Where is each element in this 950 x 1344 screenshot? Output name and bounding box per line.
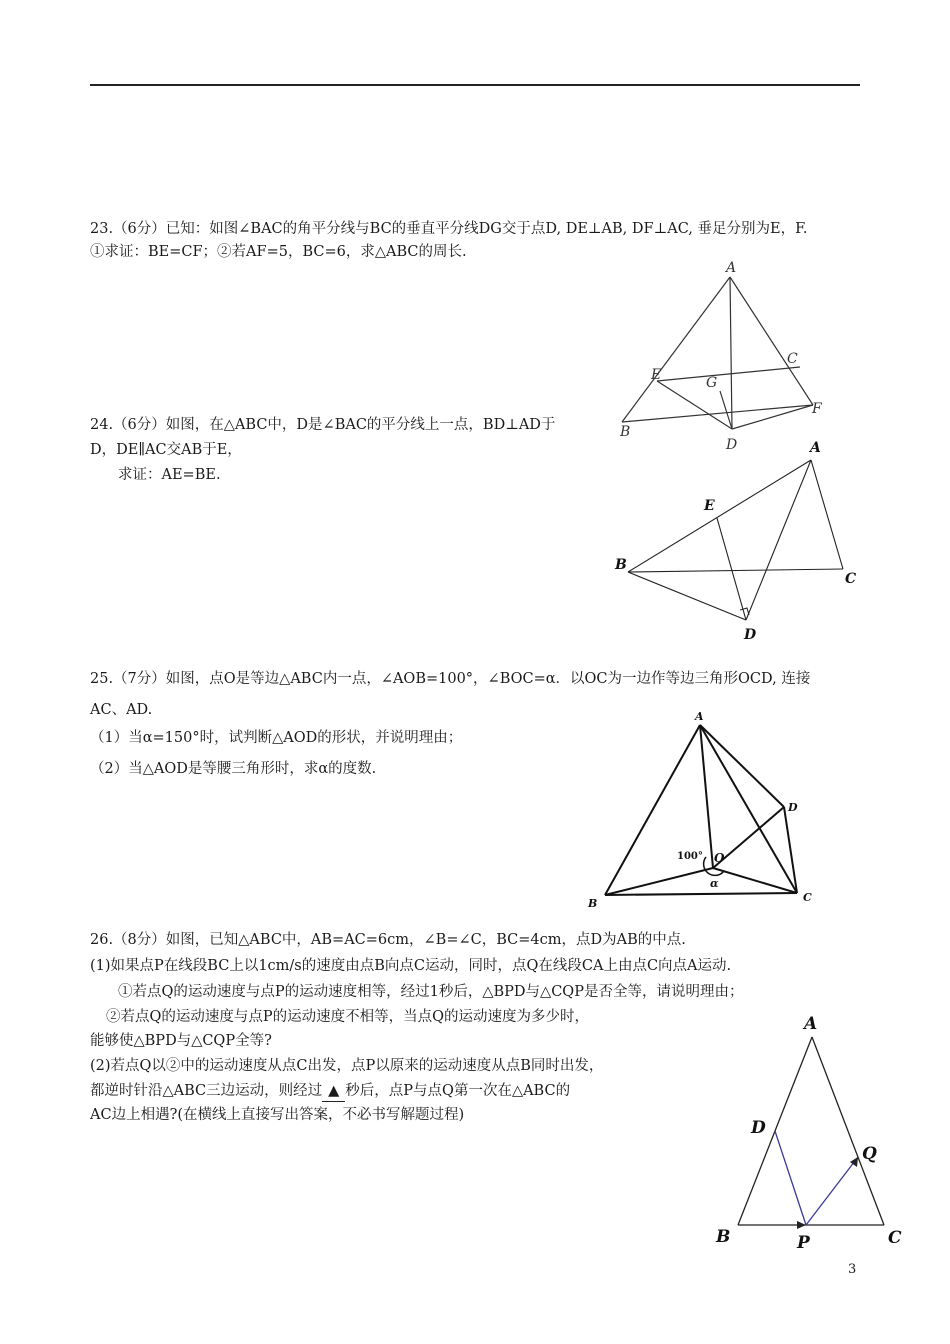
q26-figure (700, 1005, 920, 1255)
q26-line7-post: 秒后，点P与点Q第一次在△ABC的 (345, 1083, 571, 1099)
q26-side-ac (812, 1037, 884, 1225)
q24-line3: 求证：AE=BE. (118, 467, 221, 483)
q25-side-ab (605, 725, 700, 895)
q24-label-c: C (845, 571, 857, 587)
q23-line2: ①求证：BE=CF；②若AF=5，BC=6，求△ABC的周长. (90, 244, 467, 260)
q25-label-a: A (695, 710, 704, 723)
q25-label-alpha: α (710, 877, 719, 890)
q23-side-ab (622, 277, 730, 422)
q23-label-f: F (812, 401, 822, 417)
q25-label-angle: 100° (677, 851, 703, 862)
q24-figure (605, 432, 870, 647)
q26-line4: ②若点Q的运动速度与点P的运动速度不相等，当点Q的运动速度为多少时， (106, 1009, 590, 1025)
q26-label-a: A (804, 1014, 818, 1034)
q26-label-d: D (751, 1118, 766, 1138)
q24-line1: 24.（6分）如图，在△ABC中，D是∠BAC的平分线上一点，BD⊥AD于 (90, 417, 556, 433)
q26-label-q: Q (862, 1144, 877, 1164)
q24-side-bc (628, 569, 843, 572)
q25-bo (605, 868, 713, 895)
q23-bisector (730, 277, 732, 429)
q23-side-ac (730, 277, 813, 405)
q26-label-p: P (797, 1233, 810, 1253)
q25-ad (700, 725, 784, 807)
q23-label-c: C (787, 351, 798, 367)
q24-side-ac (811, 460, 843, 569)
q24-line2: D，DE∥AC交AB于E， (90, 442, 242, 458)
q26-line1: 26.（8分）如图，已知△ABC中，AB=AC=6cm，∠B=∠C，BC=4cm，点D为AB的中点. (90, 932, 686, 948)
q25-label-d: D (788, 801, 798, 814)
q26-line6: (2)若点Q以②中的运动速度从点C出发，点P以原来的运动速度从点B同时出发， (90, 1058, 604, 1074)
q25-ao (700, 725, 713, 868)
q25-label-c: C (803, 891, 812, 904)
q26-line3: ①若点Q的运动速度与点P的运动速度相等，经过1秒后，△BPD与△CQP是否全等，请说明理由； (118, 984, 744, 1000)
q26-label-c: C (888, 1228, 902, 1248)
page-number: 3 (848, 1262, 857, 1277)
q26-line2: (1)如果点P在线段BC上以1cm/s的速度由点B向点C运动，同时，点Q在线段CA上由点C向点A运动. (90, 958, 732, 974)
q24-ad (746, 460, 811, 620)
header-rule (90, 84, 860, 86)
q24-label-d: D (744, 627, 757, 643)
q25-figure (580, 705, 830, 915)
q24-side-ab (628, 460, 811, 572)
q24-de (717, 518, 746, 620)
q25-line2: AC、AD. (90, 702, 153, 718)
q23-figure (610, 255, 845, 455)
q24-label-b: B (615, 557, 627, 573)
q25-label-b: B (588, 897, 598, 910)
q23-line1: 23.（6分）已知：如图∠BAC的角平分线与BC的垂直平分线DG交于点D, DE⊥AB, DF⊥AC, 垂足分别为E，F. (90, 221, 808, 237)
q26-pq (806, 1157, 858, 1225)
q25-line4: （2）当△AOD是等腰三角形时，求α的度数. (90, 761, 377, 777)
q26-line8: AC边上相遇?(在横线上直接写出答案，不必书写解题过程) (90, 1107, 465, 1123)
q25-side-bc (605, 893, 797, 895)
q25-label-o: O (714, 851, 725, 865)
answer-blank[interactable]: ▲ (322, 1081, 345, 1102)
q26-dp (775, 1131, 806, 1225)
q25-line1: 25.（7分）如图，点O是等边△ABC内一点，∠AOB=100°，∠BOC=α．以OC为一边作等边三角形OCD, 连接 (90, 671, 811, 687)
q24-label-a: A (810, 440, 821, 456)
q24-bd (628, 572, 746, 620)
q23-ef (657, 367, 800, 381)
q23-label-b: B (620, 424, 631, 440)
q26-line7 (90, 1081, 570, 1102)
q23-label-e: E (651, 367, 662, 383)
q25-line3: （1）当α=150°时，试判断△AOD的形状，并说明理由； (90, 730, 463, 746)
q23-dg (720, 391, 732, 429)
q23-label-a: A (726, 260, 737, 276)
q23-label-g: G (706, 375, 718, 391)
q26-label-b: B (716, 1227, 731, 1247)
q23-de (657, 381, 732, 429)
q26-line5: 能够使△BPD与△CQP全等? (90, 1033, 272, 1049)
q24-label-e: E (704, 498, 715, 514)
q23-label-d: D (726, 437, 738, 453)
q26-line7-pre: 都逆时针沿△ABC三边运动，则经过 (90, 1083, 323, 1099)
